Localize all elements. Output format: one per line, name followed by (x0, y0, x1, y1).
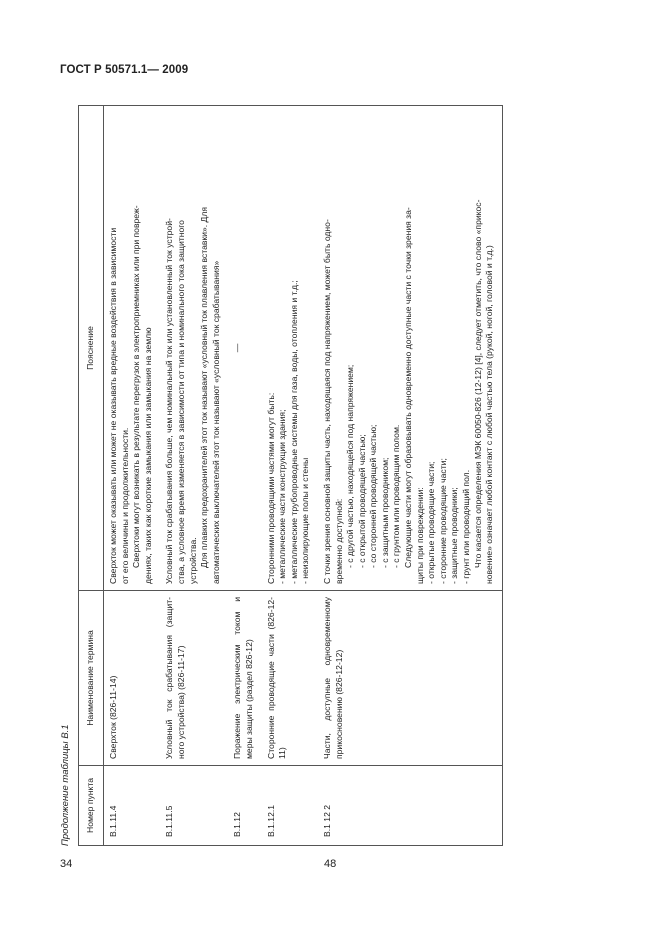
table-row (104, 106, 161, 846)
row-number: В.1.11.4 (104, 766, 161, 846)
explanation-line: щиты при повреждении: (414, 487, 425, 584)
explanation-line: устройства. (187, 537, 198, 584)
explanation-line: - грунт или проводящий пол. (461, 469, 472, 584)
explanation-line: - с другой частью, находящейся под напряжением; (345, 364, 356, 568)
explanation-line: - неизолирующие полы и стены (300, 457, 311, 584)
explanation-line: - открытые проводящие части; (426, 461, 437, 584)
explanation-line: Для плавких предохранителей этот ток называют «условный ток плавления вставки». Для (199, 206, 210, 568)
table-row (262, 106, 318, 846)
explanation-line: - сторонние проводящие части; (437, 458, 448, 584)
explanation-line: Что касается определения МЭК 60050-826 (12-12) [4], следует отметить, что слово «прикос- (472, 199, 483, 568)
explanation-line: Условный ток срабатывания больше, чем номинальный ток или установленный ток устрой- (164, 218, 175, 584)
page-number-left: 34 (60, 858, 73, 870)
table-row (228, 106, 261, 846)
explanation-line: - с открытой проводящей частью; (356, 434, 367, 568)
table-row (318, 106, 502, 846)
explanation-line: новение» означает любой контакт с любой частью тела (рукой, ногой, головой и т.д.) (484, 245, 495, 584)
explanation-line: от его величины и продолжительности. (119, 427, 130, 584)
explanation-line: автоматических выключателей этот ток называют «условный ток срабатывания» (210, 260, 221, 584)
table-row (160, 106, 228, 846)
explanation-line: дениях, таких как короткие замыкания или замыкания на землю (142, 327, 153, 584)
document-header: ГОСТ Р 50571.1— 2009 (60, 64, 189, 76)
explanation-line: - металлические трубопроводные системы для газа, воды, отопления и т.д.; (288, 280, 299, 584)
definitions-table (78, 105, 503, 846)
explanation-line: Сверхток может оказывать или может не оказывать вредные воздействия в зависимости (108, 227, 118, 584)
explanation-dash: — (232, 343, 243, 353)
row-explanation (262, 106, 318, 591)
row-term: Части, доступные одновременному прикосновению (826-12-12) (318, 591, 502, 766)
col-header-term: Наименование термина (79, 591, 104, 766)
explanation-line: С точки зрения основной защиты часть, находящаяся под напряжением, может быть одно- (321, 219, 332, 584)
table-caption: Продолжение таблицы В.1 (60, 724, 71, 846)
explanation-line: - со сторонней проводящей частью; (368, 424, 379, 568)
row-number: В.1 12 2 (318, 766, 502, 846)
col-header-number: Номер пункта (79, 766, 104, 846)
rotated-table-page (58, 106, 618, 846)
row-term: Поражение электрическим током и меры защиты (раздел 826-12) (228, 591, 261, 766)
row-term: Сторонние проводящие части (826-12-11) (262, 591, 318, 766)
explanation-line: Следующие части могут образовывать одновременно доступные части с точки зрения за- (403, 207, 414, 568)
explanation-line: - с грунтом или проводящим полом. (391, 424, 402, 568)
explanation-line: ства, а условное время изменяется в зависимости от типа и номинального тока защитного (175, 220, 186, 584)
row-number: В.1.11.5 (160, 766, 228, 846)
explanation-line: - с защитным проводником; (379, 457, 390, 568)
row-term: Условный ток срабатывания (защит-ного устройства) (826-11-17) (160, 591, 228, 766)
explanation-line: Сверхтоки могут возникать в результате перегрузок в электроприемниках или при повреж- (131, 205, 142, 568)
row-number: В.1.12.1 (262, 766, 318, 846)
explanation-line: - металлические части конструкции здания; (277, 409, 288, 584)
row-number: В.1.12 (228, 766, 261, 846)
explanation-line: временно доступной: (333, 498, 344, 584)
row-explanation (228, 106, 261, 591)
explanation-line: - защитные проводники; (449, 487, 460, 584)
row-explanation (104, 106, 161, 591)
row-term: Сверхток (826-11-14) (104, 591, 161, 766)
row-explanation (160, 106, 228, 591)
explanation-line: Сторонними проводящими частями могут быть: (265, 392, 276, 584)
col-header-explanation: Пояснение (79, 106, 104, 591)
table-header-row (79, 106, 104, 846)
page-number-center: 48 (324, 858, 337, 870)
row-explanation (318, 106, 502, 591)
